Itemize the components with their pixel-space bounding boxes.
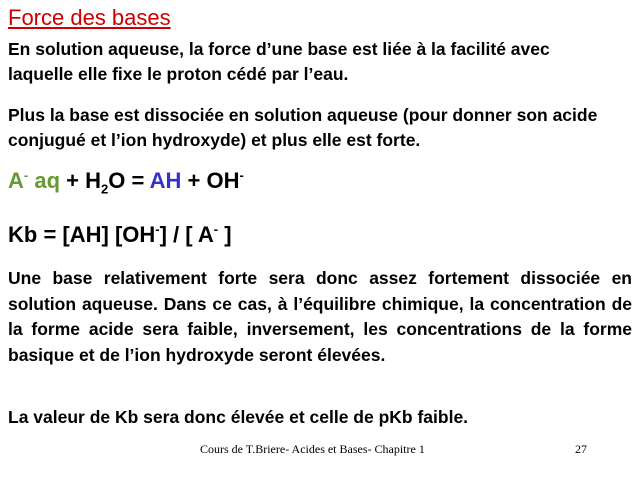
footer-course: Cours de T.Briere- Acides et Bases- Chapitre 1 (200, 442, 425, 456)
acid-species: AH (149, 168, 182, 193)
paragraph-dissociation: Plus la base est dissociée en solution aqueuse (pour donner son acide conjugué et l’ion hydroxyde) et plus elle est forte. (8, 105, 598, 150)
paragraph-base-strength: En solution aqueuse, la force d’une base est liée à la facilité avec laquelle elle fixe le proton cédé par l’eau. (8, 39, 550, 84)
kb-expression: Kb = [AH] [OH-] / [ A- ] (8, 221, 232, 247)
hydroxide-term: + OH- (181, 167, 244, 193)
slide-title: Force des bases (8, 5, 171, 30)
water-term: + $H_2O$ = (60, 168, 150, 197)
base-species: A- aq (8, 167, 61, 193)
paragraph-conclusion: La valeur de Kb sera donc élevée et celle de pKb faible. (8, 407, 469, 427)
dissociation-equation (8, 167, 244, 197)
page-number: 27 (575, 442, 587, 456)
paragraph-strong-base: Une base relativement forte sera donc assez fortement dissociée en solution aqueuse. Dans ce cas, à l’équilibre chimique, la concentration de la forme acide sera faible, inversement, les concentrations de la forme basique et de l’ion hydroxyde seront élevées. (8, 268, 632, 365)
